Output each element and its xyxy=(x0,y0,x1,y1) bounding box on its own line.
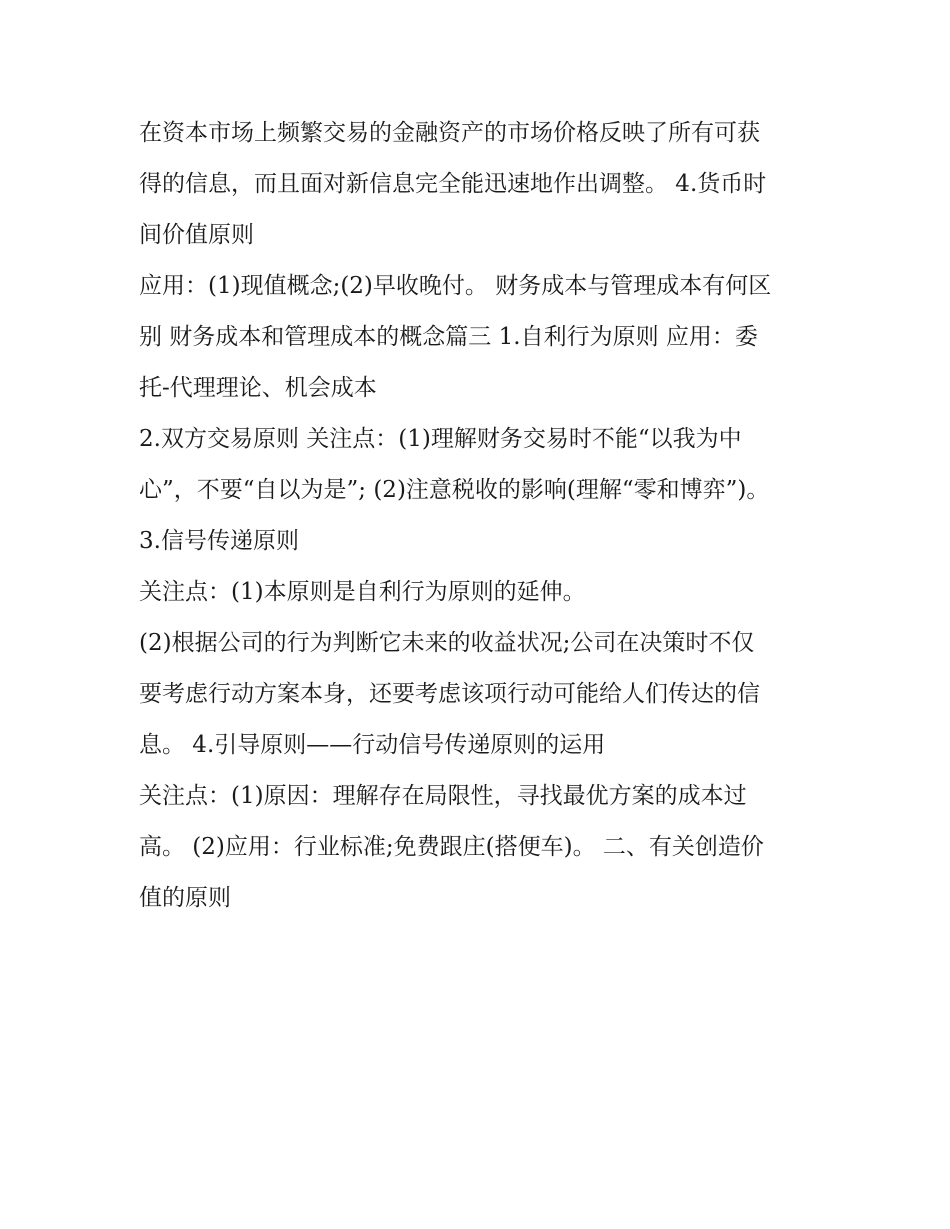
text-line: 2.双方交易原则 关注点：(1)理解财务交易时不能“以我为中 xyxy=(139,426,742,452)
text-line: 托-代理理论、机会成本 xyxy=(139,375,377,401)
text-line: 关注点：(1)本原则是自利行为原则的延伸。 xyxy=(139,579,586,605)
text-line: 关注点：(1)原因：理解存在局限性，寻找最优方案的成本过 xyxy=(139,783,747,809)
document-body xyxy=(139,108,819,924)
text-line: 3.信号传递原则 xyxy=(139,528,299,554)
text-line: 别 财务成本和管理成本的概念篇三 1.自利行为原则 应用：委 xyxy=(139,324,758,350)
text-line: 息。 4.引导原则——行动信号传递原则的运用 xyxy=(139,732,606,758)
text-line: 要考虑行动方案本身，还要考虑该项行动可能给人们传达的信 xyxy=(139,681,760,707)
text-line: 值的原则 xyxy=(139,885,231,911)
text-line: 应用：(1)现值概念;(2)早收晚付。 财务成本与管理成本有何区 xyxy=(139,273,772,299)
text-line: 高。 (2)应用：行业标准;免费跟庄(搭便车)。 二、有关创造价 xyxy=(139,834,764,860)
text-line: 心”，不要“自以为是”; (2)注意税收的影响(理解“零和博弈”)。 xyxy=(139,477,770,503)
text-line: 得的信息，而且面对新信息完全能迅速地作出调整。 4.货币时 xyxy=(139,171,767,197)
text-line: 间价值原则 xyxy=(139,222,254,248)
text-line: (2)根据公司的行为判断它未来的收益状况;公司在决策时不仅 xyxy=(139,630,755,656)
text-line: 在资本市场上频繁交易的金融资产的市场价格反映了所有可获 xyxy=(139,120,760,146)
